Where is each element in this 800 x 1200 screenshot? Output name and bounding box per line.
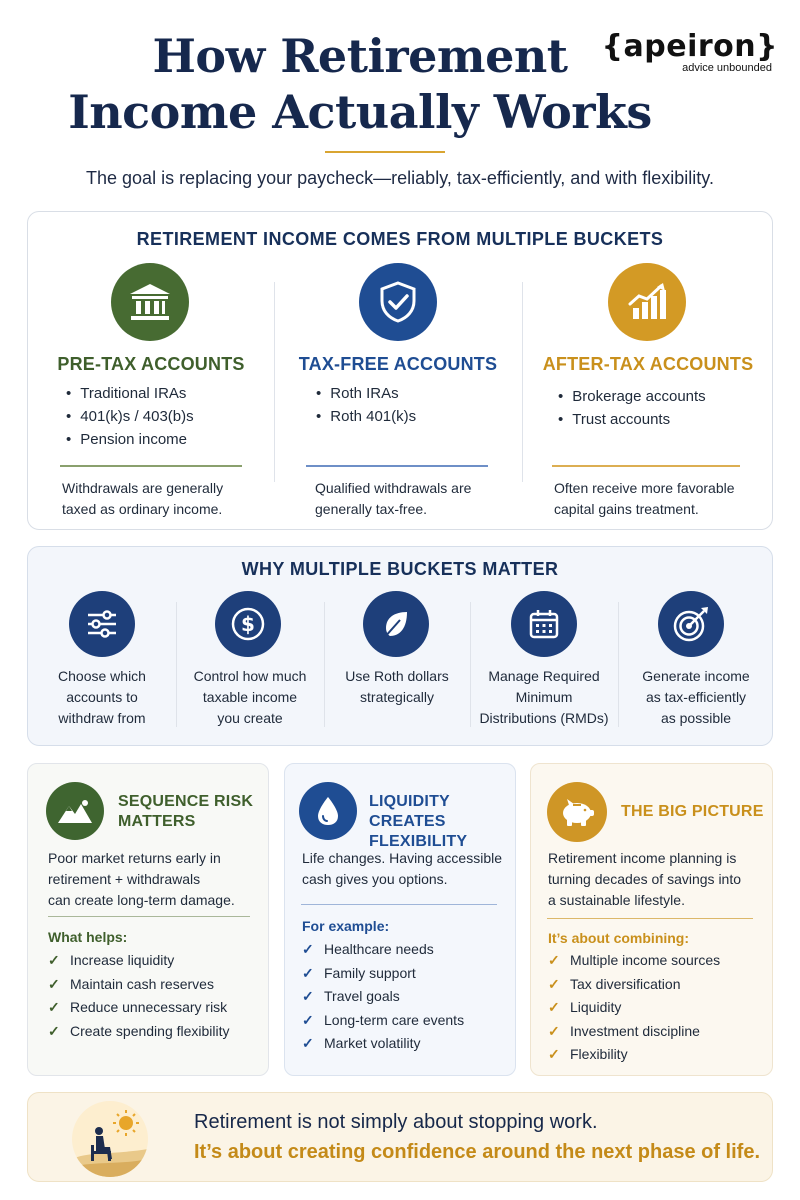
text-line: Poor market returns early in	[48, 850, 221, 866]
bucket-note-pre-tax	[62, 478, 223, 520]
check-icon: ✓	[48, 999, 60, 1015]
title-line-1: How Retirement	[152, 29, 568, 83]
list-item-label: Family support	[324, 964, 416, 981]
why-text	[324, 666, 470, 708]
why-line: taxable income	[202, 689, 298, 705]
sequence-risk-title	[118, 792, 253, 832]
list-item-label: Multiple income sources	[570, 952, 721, 968]
list-item-label: Liquidity	[570, 999, 622, 1015]
retiree-sun-icon	[72, 1101, 148, 1177]
footer-statement: Retirement is not simply about stopping work.	[194, 1111, 598, 1133]
why-line: withdraw from	[58, 710, 146, 726]
list-item: • Roth 401(k)s	[316, 405, 416, 428]
text-line: can create long-term damage.	[48, 892, 235, 908]
bucket-tax-free	[274, 212, 522, 529]
bucket-list-pre-tax	[66, 382, 194, 451]
list-item	[548, 973, 720, 997]
list-item: • 401(k)s / 403(b)s	[66, 405, 194, 428]
list-item	[302, 985, 464, 1009]
list-item-label: Reduce unnecessary risk	[70, 999, 228, 1015]
check-icon: ✓	[302, 964, 314, 981]
bucket-title-pre-tax: PRE-TAX ACCOUNTS	[57, 354, 245, 374]
list-item: • Pension income	[66, 428, 194, 451]
text-line: cash gives you options.	[302, 871, 448, 887]
big-picture-card	[530, 763, 773, 1076]
check-icon: ✓	[48, 1022, 60, 1039]
why-text	[28, 666, 176, 729]
list-item	[302, 962, 464, 986]
footer-highlight: It’s about creating confidence around the next phase of life.	[194, 1141, 761, 1163]
list-item-label: Create spending flexibility	[70, 1022, 230, 1039]
text-line: retirement + withdrawals	[48, 871, 201, 887]
check-icon: ✓	[302, 1011, 314, 1028]
footer-banner	[27, 1092, 773, 1182]
title-divider	[325, 151, 445, 153]
bucket-list-after-tax	[558, 385, 706, 431]
why-line: strategically	[360, 689, 434, 705]
text-line: Life changes. Having accessible	[302, 850, 503, 866]
bucket-list-tax-free	[316, 382, 416, 428]
bucket-note-tax-free	[315, 478, 471, 520]
check-icon: ✓	[302, 1035, 314, 1051]
check-icon: ✓	[548, 975, 560, 992]
why-line: Generate income	[642, 668, 750, 684]
title-line: MATTERS	[118, 813, 196, 830]
check-icon: ✓	[48, 975, 60, 992]
why-line: accounts to	[66, 689, 138, 705]
page-subtitle: The goal is replacing your paycheck—reliably, tax-efficiently, and with flexibility.	[86, 168, 714, 188]
liquidity-subheading: For example:	[302, 918, 390, 934]
list-item	[548, 1020, 720, 1044]
liquidity-title	[369, 792, 515, 852]
bucket-rule-after-tax	[552, 465, 740, 467]
note-line: taxed as ordinary income.	[62, 501, 223, 517]
why-line: Manage Required	[488, 668, 600, 684]
bucket-title-tax-free: TAX-FREE ACCOUNTS	[298, 354, 498, 374]
list-item-label: Flexibility	[570, 1046, 628, 1062]
list-item-label: Increase liquidity	[70, 952, 175, 968]
sequence-risk-list	[48, 949, 230, 1043]
leaf-icon	[363, 591, 429, 657]
big-picture-list	[548, 949, 720, 1067]
why-line: as tax-efficiently	[645, 689, 747, 705]
why-line: as possible	[660, 710, 732, 726]
list-item	[548, 996, 720, 1020]
text-line: Retirement income planning is	[548, 850, 737, 866]
list-item: • Trust accounts	[558, 408, 706, 431]
list-item: • Brokerage accounts	[558, 385, 706, 408]
bucket-pre-tax	[28, 212, 274, 529]
card-divider	[48, 916, 250, 917]
check-icon: ✓	[548, 1022, 560, 1039]
why-line: Distributions (RMDs)	[479, 710, 609, 726]
liquidity-text	[302, 848, 502, 890]
why-line: Minimum	[515, 689, 573, 705]
list-item	[302, 938, 464, 962]
big-picture-subheading: It’s about combining:	[548, 930, 690, 946]
note-line: Withdrawals are generally	[62, 480, 224, 496]
list-item-label: Long-term care events	[324, 1011, 465, 1028]
why-text	[618, 666, 774, 729]
note-line: Often receive more favorable	[554, 480, 735, 496]
list-item	[48, 949, 230, 973]
svg-text:$: $	[241, 612, 255, 636]
list-item-label: Market volatility	[324, 1035, 421, 1051]
liquidity-card	[284, 763, 516, 1076]
bucket-title-after-tax: AFTER-TAX ACCOUNTS	[542, 354, 754, 374]
check-icon: ✓	[548, 952, 560, 968]
why-item-rmds	[470, 547, 618, 745]
why-item-control-income	[176, 547, 324, 745]
logo-wordmark: {apeiron}	[601, 29, 778, 64]
list-item	[302, 1009, 464, 1033]
note-line: capital gains treatment.	[554, 501, 699, 517]
buckets-heading: RETIREMENT INCOME COMES FROM MULTIPLE BUCKETS	[136, 229, 664, 249]
list-item: • Traditional IRAs	[66, 382, 194, 405]
shield-check-icon	[359, 263, 437, 341]
card-divider	[547, 918, 753, 919]
list-item	[48, 996, 230, 1020]
calendar-icon	[511, 591, 577, 657]
sliders-icon	[69, 591, 135, 657]
why-heading: WHY MULTIPLE BUCKETS MATTER	[241, 559, 559, 579]
list-item-label: Maintain cash reserves	[70, 975, 214, 992]
list-item-label: Investment discipline	[570, 1022, 700, 1039]
water-drop-icon	[299, 782, 357, 840]
note-line: Qualified withdrawals are	[315, 480, 472, 496]
why-line: Control how much	[193, 668, 307, 684]
big-picture-title: THE BIG PICTURE	[621, 803, 764, 820]
why-line: you create	[217, 710, 283, 726]
buckets-panel	[27, 211, 773, 530]
target-icon	[658, 591, 724, 657]
dollar-icon	[215, 591, 281, 657]
note-line: generally tax-free.	[315, 501, 428, 517]
list-item-label: Travel goals	[324, 988, 400, 1004]
list-item-label: Tax diversification	[570, 975, 681, 992]
title-line: FLEXIBILITY	[369, 833, 468, 850]
list-item	[302, 1032, 464, 1056]
sequence-risk-text	[48, 848, 235, 911]
check-icon: ✓	[302, 941, 314, 957]
title-line: SEQUENCE RISK	[118, 793, 254, 810]
big-picture-text	[548, 848, 741, 911]
logo-tagline: advice unbounded	[682, 62, 772, 74]
why-text	[176, 666, 324, 729]
mountain-icon	[46, 782, 104, 840]
bucket-note-after-tax	[554, 478, 735, 520]
why-item-choose-accounts	[28, 547, 176, 745]
check-icon: ✓	[302, 988, 314, 1004]
title-line-2: Income Actually Works	[68, 85, 652, 139]
why-line: Choose which	[58, 668, 146, 684]
list-item: • Roth IRAs	[316, 382, 416, 405]
list-item	[548, 949, 720, 973]
bucket-rule-pre-tax	[60, 465, 242, 467]
piggy-bank-icon	[547, 782, 607, 842]
why-panel	[27, 546, 773, 746]
why-item-roth-dollars	[324, 547, 470, 745]
text-line: turning decades of savings into	[548, 871, 742, 887]
list-item	[48, 973, 230, 997]
bucket-after-tax	[522, 212, 774, 529]
card-divider	[301, 904, 497, 905]
bank-icon	[111, 263, 189, 341]
list-item	[548, 1043, 720, 1067]
title-line: LIQUIDITY CREATES	[369, 793, 450, 830]
why-line: Use Roth dollars	[345, 668, 449, 684]
list-item	[48, 1020, 230, 1044]
apeiron-logo	[602, 30, 778, 74]
bucket-rule-tax-free	[306, 465, 488, 467]
why-item-tax-efficient	[618, 547, 774, 745]
text-line: a sustainable lifestyle.	[548, 892, 685, 908]
growth-chart-icon	[608, 263, 686, 341]
sequence-risk-subheading: What helps:	[48, 929, 128, 945]
check-icon: ✓	[48, 952, 60, 968]
list-item-label: Healthcare needs	[324, 941, 434, 957]
liquidity-list	[302, 938, 464, 1056]
check-icon: ✓	[548, 999, 560, 1015]
sequence-risk-card	[27, 763, 269, 1076]
why-text	[470, 666, 618, 729]
check-icon: ✓	[548, 1046, 560, 1062]
